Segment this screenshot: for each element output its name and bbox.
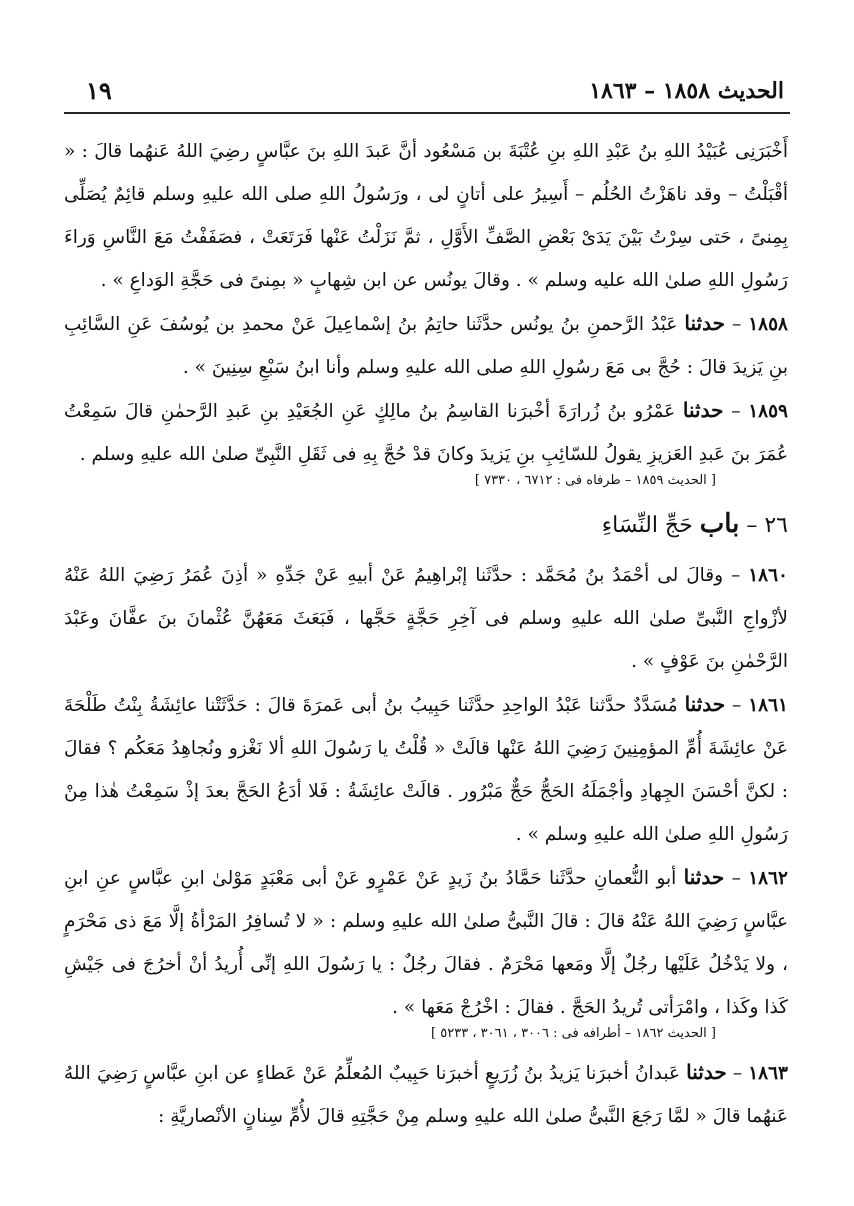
haddathana-word: حدثنا bbox=[682, 398, 724, 422]
chapter-bab: باب bbox=[699, 509, 740, 539]
hadith-number: ١٨٥٩ bbox=[748, 401, 788, 422]
hadith-1858: ١٨٥٨ – حدثنا عَبْدُ الرَّحمنِ بنُ يونُس حدَّثَنا حاتِمُ بنُ إسْماعِيلَ عَنْ محمدِ بن يُوسُفَ عَنِ السَّائِبِ بنِ يَزيدَ قالَ : حُجَّ بى مَعَ رسُولِ اللهِ صلى الله عليهِ وسلم وأنا ابنُ سَبْعِ سِنِينَ » . bbox=[64, 311, 788, 378]
hadith-1862: ١٨٦٢ – حدثنا أبو النُّعمانِ حدَّثَنا حَمَّادُ بنُ زَيدٍ عَنْ عَمْرٍو عَنْ أبى مَعْبَدٍ مَوْلىٰ ابنِ عبَّاسٍ عنِ ابنِ عبَّاسٍ رَضِيَ اللهُ عَنْهُ قالَ : قالَ النَّبىُّ صلىٰ الله عليهِ وسلم : « لا تُسافِرُ المَرْأةُ إلَّا مَعَ ذى مَحْرَمٍ ، ولا يَدْخُلُ عَلَيْها رجُلٌ إلَّا ومَعها مَحْرَمٌ . فقالَ رجُلٌ : يا رَسُولَ اللهِ إنِّى أُريدُ أنْ أخرُجَ فى جَيْشِ كَذا وكَذا ، وامْرَأتى تُريدُ الحَجَّ . فقالَ : اخْرُجْ مَعَها » . bbox=[64, 865, 788, 1018]
hadith-text: مُسَدَّدٌ حدَّثنا عَبْدُ الواحِدِ حدَّثَنا حَبِيبُ بنُ أبى عَمرَةَ قالَ : حَدَّثَتْنا عائِشَةُ بِنْتُ طَلْحَةَ عَنْ عائِشَةَ أُمِّ المؤمِنِينَ رَضِيَ اللهُ عَنْها قالَتْ « قُلْتُ يا رَسُولَ اللهِ ألا نَغْزو ونُجاهِدُ مَعَكُم ؟ فقالَ : لكنَّ أحْسَنَ الجِهادِ وأجْمَلَهُ الحَجُّ حَجٌّ مَبْرُور . قالَتْ عائِشَةُ : فَلا أدَعُ الحَجَّ بعدَ إذْ سَمِعْتُ هٰذا مِنْ رَسُولِ اللهِ صلىٰ الله عليهِ وسلم » . bbox=[64, 695, 788, 845]
hadith-number: ١٨٦١ bbox=[748, 695, 788, 716]
haddathana-word: حدثنا bbox=[684, 692, 726, 716]
cross-reference-note: [ الحديث ١٨٦٢ – أطرافه فى : ٣٠٠٦ ، ٣٠٦١ ، ٥٢٣٣ ] bbox=[431, 1026, 716, 1041]
page-header bbox=[64, 72, 790, 114]
hadith-1861: ١٨٦١ – حدثنا مُسَدَّدٌ حدَّثنا عَبْدُ الواحِدِ حدَّثَنا حَبِيبُ بنُ أبى عَمرَةَ قالَ : حَدَّثَتْنا عائِشَةُ بِنْتُ طَلْحَةَ عَنْ عائِشَةَ أُمِّ المؤمِنِينَ رَضِيَ اللهُ عَنْها قالَتْ « قُلْتُ يا رَسُولَ اللهِ ألا نَغْزو ونُجاهِدُ مَعَكُم ؟ فقالَ : لكنَّ أحْسَنَ الجِهادِ وأجْمَلَهُ الحَجُّ حَجٌّ مَبْرُور . قالَتْ عائِشَةُ : فَلا أدَعُ الحَجَّ بعدَ إذْ سَمِعْتُ هٰذا مِنْ رَسُولِ اللهِ صلىٰ الله عليهِ وسلم » . bbox=[64, 692, 788, 845]
hadith-paragraph bbox=[64, 130, 788, 302]
hadith-number: ١٨٦٢ bbox=[748, 868, 788, 889]
hadith-text: أَخْبَرَنِى عُبَيْدُ اللهِ بنُ عَبْدِ اللهِ بنِ عُتْبَةَ بن مَسْعُود أنَّ عَبدَ اللهِ بنَ عبَّاسٍ رضِيَ اللهُ عَنهُما قالَ : « أقْبَلْتُ – وقد ناهَزْتُ الحُلُم – أَسِيرُ على أتانٍ لى ، ورَسُولُ اللهِ صلى الله عليهِ وسلم قائِمٌ يُصَلِّى بِمِنىً ، حَتى سِرْتُ بَيْنَ يَدَىْ بَعْضِ الصَّفِّ الأَوَّلِ ، ثمَّ نَزَلْتُ عَنْها فَرَتَعَتْ ، فصَفَفْتُ مَعَ النَّاسِ وَراءَ رَسُولِ اللهِ صلىٰ الله عليه وسلم » . وقالَ يونُس عن ابن شِهابٍ « بمِنىً فى حَجَّةِ الوَداعِ » . bbox=[64, 141, 788, 291]
hadith-1863: ١٨٦٣ – حدثنا عَبدانُ أخبرَنا يَزيدُ بنُ زُرَيعٍ أخبرَنا حَبِيبٌ المُعلِّمُ عَنْ عَطاءٍ عن ابنِ عبَّاسٍ رَضِيَ اللهُ عَنهُما قالَ « لمَّا رَجَعَ النَّبىُّ صلىٰ الله عليهِ وسلم مِنْ حَجَّتِهِ قالَ لأُمِّ سِنانٍ الأنْصاريَّةِ : bbox=[64, 1060, 788, 1127]
page-number: ١٩ bbox=[86, 76, 112, 105]
haddathana-word: حدثنا bbox=[686, 1060, 727, 1084]
running-title: الحديث ١٨٥٨ – ١٨٦٣ bbox=[589, 78, 784, 104]
chapter-title: حَجِّ النِّسَاءِ bbox=[601, 513, 693, 538]
haddathana-word: حدثنا bbox=[684, 311, 725, 335]
hadith-number: ١٨٦٠ bbox=[748, 565, 788, 586]
chapter-number: ٢٦ – bbox=[746, 513, 788, 538]
hadith-text: عَبْدُ الرَّحمنِ بنُ يونُس حدَّثَنا حاتِمُ بنُ إسْماعِيلَ عَنْ محمدِ بن يُوسُفَ عَنِ السَّائِبِ بنِ يَزيدَ قالَ : حُجَّ بى مَعَ رسُولِ اللهِ صلى الله عليهِ وسلم وأنا ابنُ سَبْعِ سِنِينَ » . bbox=[64, 314, 788, 378]
hadith-1860 bbox=[64, 554, 788, 683]
haddathana-word: حدثنا bbox=[683, 865, 725, 889]
hadith-text: أبو النُّعمانِ حدَّثَنا حَمَّادُ بنُ زَيدٍ عَنْ عَمْرٍو عَنْ أبى مَعْبَدٍ مَوْلىٰ ابنِ عبَّاسٍ عنِ ابنِ عبَّاسٍ رَضِيَ اللهُ عَنْهُ قالَ : قالَ النَّبىُّ صلىٰ الله عليهِ وسلم : « لا تُسافِرُ المَرْأةُ إلَّا مَعَ ذى مَحْرَمٍ ، ولا يَدْخُلُ عَلَيْها رجُلٌ إلَّا ومَعها مَحْرَمٌ . فقالَ رجُلٌ : يا رَسُولَ اللهِ إنِّى أُريدُ أنْ أخرُجَ فى جَيْشِ كَذا وكَذا ، وامْرَأتى تُريدُ الحَجَّ . فقالَ : اخْرُجْ مَعَها » . bbox=[64, 868, 788, 1018]
hadith-number: ١٨٦٣ bbox=[748, 1063, 788, 1084]
hadith-text: – وقالَ لى أحْمَدُ بنُ مُحَمَّد : حدَّثَنا إبْراهِيمُ عَنْ أبيهِ عَنْ جَدِّهِ « أذِنَ عُمَرُ رَضِيَ اللهُ عَنْهُ لأزْواجِ النَّبىِّ صلىٰ الله عليهِ وسلم فى آخِرِ حَجَّةٍ حَجَّها ، فَبَعَثَ مَعَهُنَّ عُثْمانَ بنَ عفَّانَ وعَبْدَ الرَّحْمٰنِ بنَ عَوْفٍ » . bbox=[64, 565, 788, 672]
hadith-1859: ١٨٥٩ – حدثنا عَمْرُو بنُ زُرارَةَ أخْبرَنا القاسِمُ بنُ مالِكٍ عَنِ الجُعَيْدِ بنِ عَبدِ الرَّحمٰنِ قالَ سَمِعْتُ عُمَرَ بنَ عَبدِ العَزيزِ يقولُ للسّائِبِ بنِ يَزيدَ وكانَ قدْ حُجَّ بِهِ فى ثَقَلِ النَّبِىِّ صلىٰ الله عليهِ وسلم . bbox=[64, 398, 788, 465]
cross-reference-note: [ الحديث ١٨٥٩ – طرفاه فى : ٦٧١٢ ، ٧٣٣٠ ] bbox=[474, 473, 716, 488]
hadith-text: عَبدانُ أخبرَنا يَزيدُ بنُ زُرَيعٍ أخبرَنا حَبِيبٌ المُعلِّمُ عَنْ عَطاءٍ عن ابنِ عبَّاسٍ رَضِيَ اللهُ عَنهُما قالَ « لمَّا رَجَعَ النَّبىُّ صلىٰ الله عليهِ وسلم مِنْ حَجَّتِهِ قالَ لأُمِّ سِنانٍ الأنْصاريَّةِ : bbox=[64, 1063, 788, 1127]
hadith-text: عَمْرُو بنُ زُرارَةَ أخْبرَنا القاسِمُ بنُ مالِكٍ عَنِ الجُعَيْدِ بنِ عَبدِ الرَّحمٰنِ قالَ سَمِعْتُ عُمَرَ بنَ عَبدِ العَزيزِ يقولُ للسّائِبِ بنِ يَزيدَ وكانَ قدْ حُجَّ بِهِ فى ثَقَلِ النَّبِىِّ صلىٰ الله عليهِ وسلم . bbox=[64, 401, 788, 465]
page-body bbox=[64, 130, 788, 1166]
hadith-number: ١٨٥٨ bbox=[748, 314, 788, 335]
chapter-heading bbox=[64, 498, 788, 552]
